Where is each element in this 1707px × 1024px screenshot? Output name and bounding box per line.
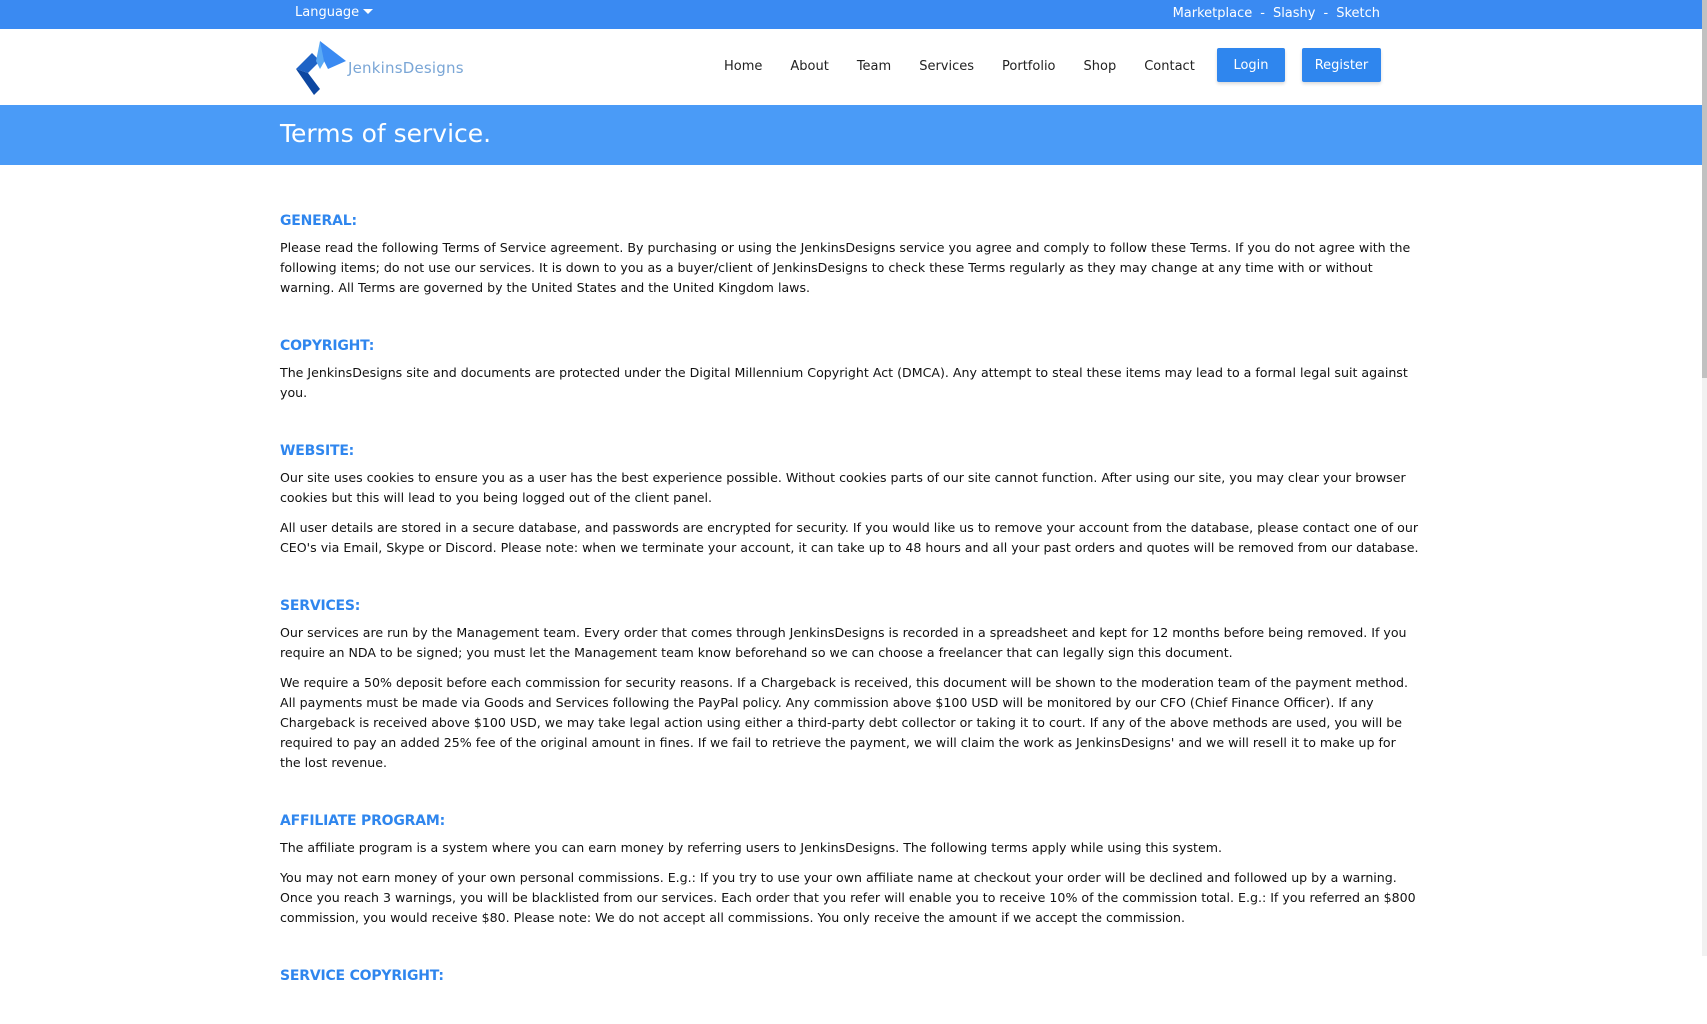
section-paragraph: You may not earn money of your own personal commissions. E.g.: If you try to use your own affiliate name at checkout your order will be declined and followed up by a warning. Once you reach 3 warnings, you will be blacklisted from our services. Each order that you refer will enable you to receive 10% of the commission total. E.g.: If you referred an $800 commission, you would receive $80. Please note: We do not accept all commissions. You only receive the amount if we accept the commission. bbox=[280, 870, 1416, 925]
section-services bbox=[280, 596, 1420, 773]
terms-content bbox=[280, 211, 1420, 1024]
nav-item-contact[interactable]: Contact bbox=[1144, 59, 1195, 74]
page-title: Terms of service. bbox=[280, 119, 492, 148]
top-link-marketplace[interactable]: Marketplace bbox=[1172, 6, 1253, 21]
site-logo[interactable] bbox=[294, 41, 484, 97]
nav-item-team[interactable]: Team bbox=[856, 59, 892, 74]
section-paragraph: All user details are stored in a secure database, and passwords are encrypted for security. If you would like us to remove your account from the database, please contact one of our CEO's via Email, Skype or Discord. Please note: when we terminate your account, it can take up to 48 hours and all your past orders and quotes will be removed from our database. bbox=[280, 520, 1419, 555]
top-link-sketch[interactable]: Sketch bbox=[1336, 6, 1380, 21]
section-paragraph: The affiliate program is a system where you can earn money by referring users to JenkinsDesigns. The following terms apply while using this system. bbox=[280, 840, 1222, 855]
nav-item-services[interactable]: Services bbox=[919, 59, 975, 74]
section-website bbox=[280, 441, 1420, 558]
section-paragraph: Our services are run by the Management team. Every order that comes through JenkinsDesigns is recorded in a spreadsheet and kept for 12 months before being removed. If you require an NDA to be signed; you must let the Management team know beforehand so we can choose a freelancer that can legally sign this document. bbox=[280, 625, 1407, 660]
caret-down-icon bbox=[363, 9, 373, 14]
nav-item-portfolio[interactable]: Portfolio bbox=[1002, 59, 1056, 74]
section-service-copyright bbox=[280, 966, 1420, 986]
page-header-banner bbox=[0, 105, 1702, 165]
section-title: WEBSITE: bbox=[280, 443, 355, 459]
nav-item-home[interactable]: Home bbox=[724, 59, 763, 74]
language-dropdown[interactable] bbox=[295, 5, 373, 20]
section-paragraph: The JenkinsDesigns site and documents are protected under the Digital Millennium Copyright Act (DMCA). Any attempt to steal these items may lead to a formal legal suit against you. bbox=[280, 365, 1408, 400]
top-link-slashy[interactable]: Slashy bbox=[1272, 6, 1316, 21]
logo-mark-icon bbox=[294, 41, 348, 97]
nav-menu bbox=[724, 59, 1223, 74]
main-navbar bbox=[0, 29, 1702, 105]
nav-item-about[interactable]: About bbox=[790, 59, 829, 74]
top-bar bbox=[0, 0, 1702, 29]
section-general bbox=[280, 211, 1420, 298]
top-link-separator: - bbox=[1260, 6, 1265, 21]
section-copyright bbox=[280, 336, 1420, 403]
section-paragraph: We require a 50% deposit before each commission for security reasons. If a Chargeback is received, this document will be shown to the moderation team of the payment method. All payments must be made via Goods and Services following the PayPal policy. Any commission above $100 USD will be monitored by our CFO (Chief Finance Officer). If any Chargeback is received above $100 USD, we may take legal action using either a third-party debt collector or taking it to court. If any of the above methods are used, you will be required to pay an added 25% fee of the original amount in fines. If we fail to retrieve the payment, we will claim the work as JenkinsDesigns' and we will resell it to make up for the lost revenue. bbox=[280, 675, 1409, 770]
logo-text: JenkinsDesigns bbox=[348, 59, 464, 77]
top-links bbox=[1173, 6, 1380, 21]
section-title: AFFILIATE PROGRAM: bbox=[280, 813, 446, 829]
section-title: SERVICE COPYRIGHT: bbox=[280, 968, 444, 984]
section-title: SERVICES: bbox=[280, 598, 361, 614]
section-affiliate-program bbox=[280, 811, 1420, 928]
top-link-separator: - bbox=[1323, 6, 1329, 21]
section-title: COPYRIGHT: bbox=[280, 338, 375, 354]
page-scrollbar[interactable] bbox=[1702, 0, 1707, 956]
scrollbar-thumb[interactable] bbox=[1702, 0, 1707, 378]
register-button[interactable]: Register bbox=[1302, 48, 1381, 82]
language-label: Language bbox=[295, 5, 360, 20]
login-button[interactable]: Login bbox=[1217, 48, 1285, 82]
nav-item-shop[interactable]: Shop bbox=[1083, 59, 1117, 74]
section-paragraph: Our site uses cookies to ensure you as a user has the best experience possible. Without cookies parts of our site cannot function. After using our site, you may clear your browser cookies but this will lead to you being logged out of the client panel. bbox=[280, 470, 1406, 505]
section-title: GENERAL: bbox=[280, 213, 357, 229]
section-paragraph: Please read the following Terms of Service agreement. By purchasing or using the JenkinsDesigns service you agree and comply to follow these Terms. If you do not agree with the following items; do not use our services. It is down to you as a buyer/client of JenkinsDesigns to check these Terms regularly as they may change at any time with or without warning. All Terms are governed by the United States and the United Kingdom laws. bbox=[280, 240, 1411, 295]
